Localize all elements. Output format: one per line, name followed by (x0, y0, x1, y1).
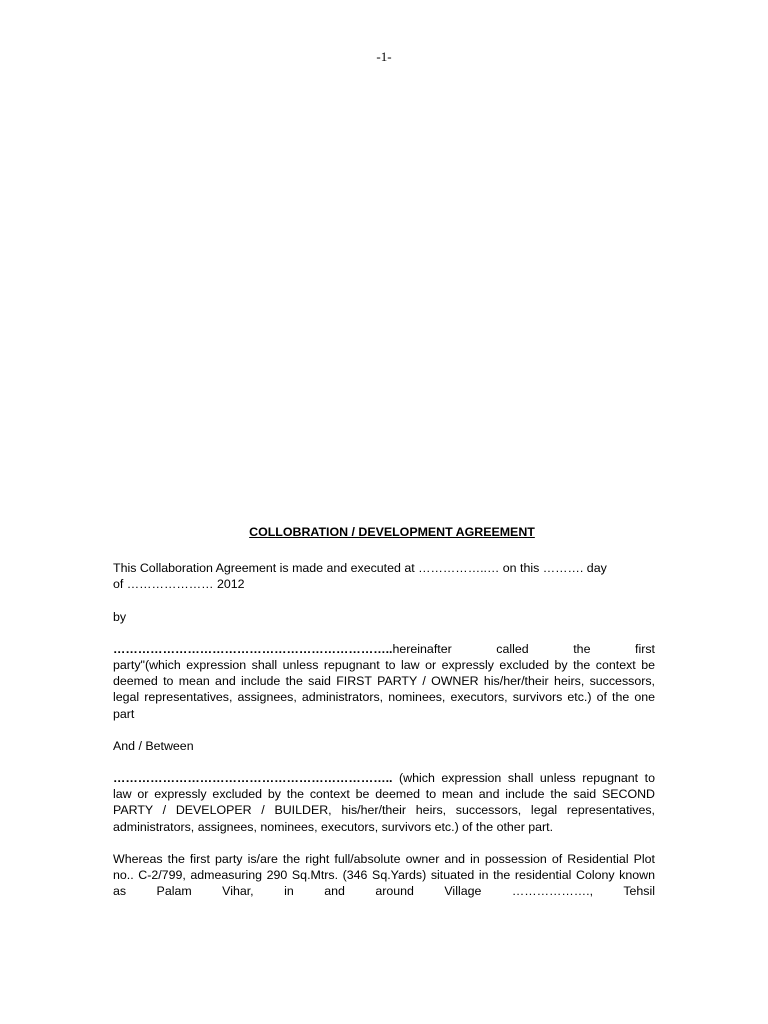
intro-paragraph (113, 560, 655, 592)
first-party-word-3: the (573, 641, 591, 656)
first-party-word-1: hereinafter (392, 641, 452, 656)
first-party-name-line (113, 641, 452, 657)
second-party-blank: ………………………………………………………….. (113, 771, 393, 786)
document-title: COLLOBRATION / DEVELOPMENT AGREEMENT (249, 525, 535, 539)
intro-line-1: This Collaboration Agreement is made and executed at ……………..… on this ………. day (113, 561, 607, 576)
and-between-label: And / Between (113, 738, 194, 753)
by-label: by (113, 609, 127, 624)
first-party-word-2: called (496, 641, 529, 656)
second-party-text: (which expression shall unless repugnant to law or expressly excluded by the context be deemed to mean and include the said SECOND PARTY / DEVELOPER / BUILDER, his/her/their heirs, successors, legal representatives, administrators, assignees, nominees, executors, survivors etc.) of the other part. (113, 771, 655, 834)
second-party-paragraph (113, 770, 655, 835)
whereas-paragraph: Whereas the first party is/are the right full/absolute owner and in possession of Residential Plot no.. C-2/799, admeasuring 290 Sq.Mtrs. (346 Sq.Yards) situated in the residential Colony known as Palam Vihar, in and around Village ………………., Tehsil (113, 851, 655, 899)
intro-line-2: of ………………… 2012 (113, 577, 245, 592)
agreement-body (113, 524, 655, 899)
first-party-blank: ………………………………………………………….. (113, 641, 393, 656)
first-party-first-line (113, 641, 655, 657)
page-number: -1- (376, 49, 392, 64)
first-party-word-4: first (635, 641, 655, 656)
first-party-text: party"(which expression shall unless repugnant to law or expressly excluded by the context be deemed to mean and include the said FIRST PARTY / OWNER his/her/their heirs, successors, legal representatives, assignees, administrators, nominees, executors, survivors etc.) of the one part (113, 658, 655, 721)
first-party-paragraph (113, 641, 655, 722)
